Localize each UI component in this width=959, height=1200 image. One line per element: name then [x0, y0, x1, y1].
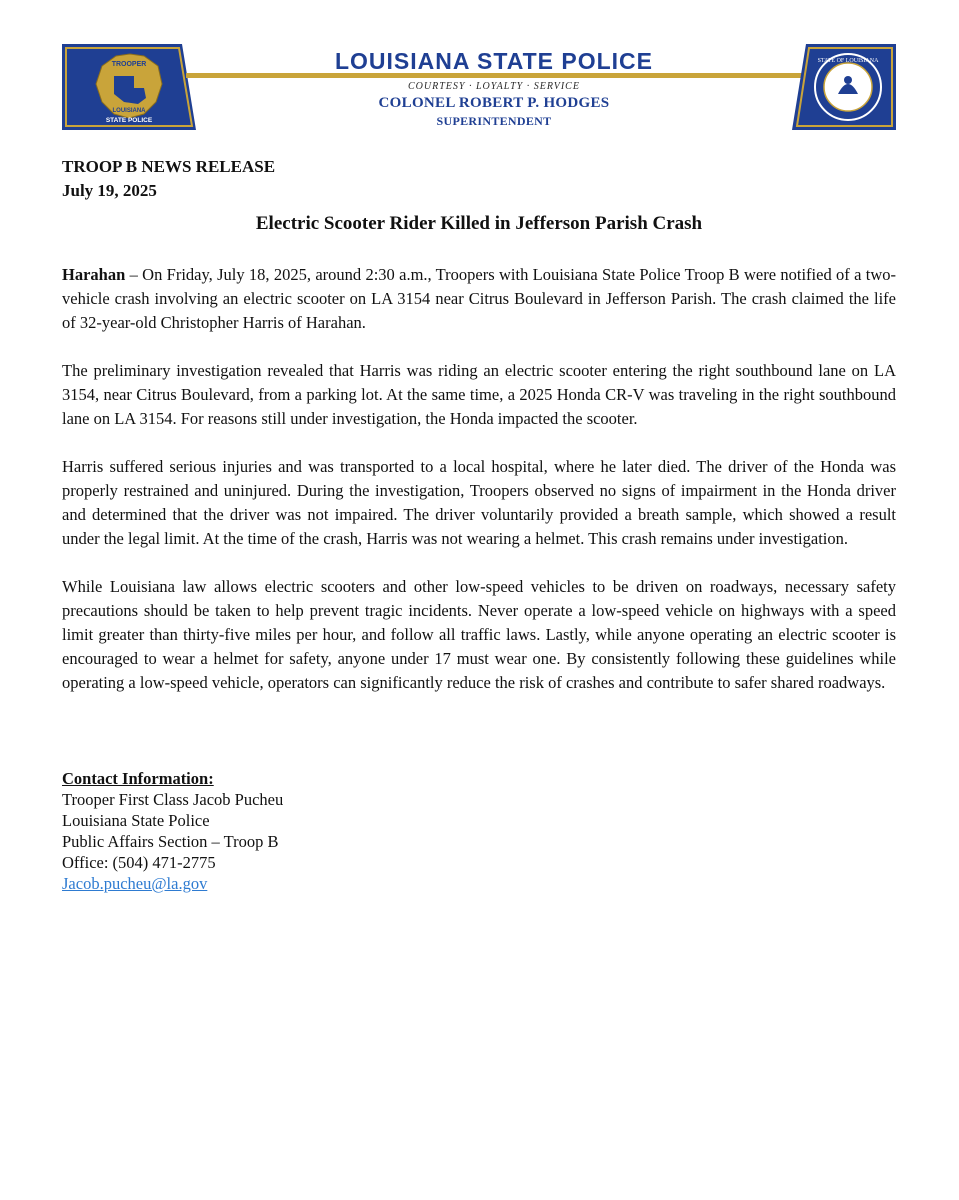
contact-email-link[interactable]: Jacob.pucheu@la.gov: [62, 874, 208, 893]
contact-block: [62, 768, 283, 894]
colonel-name: COLONEL ROBERT P. HODGES: [378, 95, 610, 111]
state-seal-logo: [792, 44, 896, 130]
release-body: [62, 263, 896, 719]
badge-louisiana-text: LOUISIANA: [112, 108, 146, 114]
paragraph-1: [62, 263, 896, 335]
paragraph-1-text: – On Friday, July 18, 2025, around 2:30 a.m., Troopers with Louisiana State Police Troop B were notified of a two-vehicle crash involving an electric scooter on LA 3154 near Citrus Boulevard in Jefferson Parish. The crash claimed the life of 32-year-old Christopher Harris of Harahan.: [62, 265, 896, 332]
trooper-badge-logo: [62, 44, 196, 130]
seal-text: STATE OF LOUISIANA: [817, 58, 879, 64]
badge-state-police-text: STATE POLICE: [105, 117, 153, 124]
agency-motto: COURTESY · LOYALTY · SERVICE: [408, 81, 580, 92]
contact-office: Office: (504) 471-2775: [62, 853, 216, 872]
contact-section: Public Affairs Section – Troop B: [62, 832, 279, 851]
contact-agency: Louisiana State Police: [62, 811, 210, 830]
paragraph-4: While Louisiana law allows electric scooters and other low-speed vehicles to be driven on roadways, necessary safety precautions should be taken to help prevent tragic incidents. Never operate a low-speed vehicle on highways with a speed limit greater than thirty-five miles per hour, and follow all traffic laws. Lastly, while anyone operating an electric scooter is encouraged to wear a helmet for safety, anyone under 17 must wear one. By consistently following these guidelines while operating a low-speed vehicle, operators can significantly reduce the risk of crashes and contribute to safer shared roadways.: [62, 577, 896, 692]
dateline: Harahan: [62, 265, 126, 284]
release-header: [62, 155, 275, 203]
superintendent-title: SUPERINTENDENT: [436, 114, 552, 128]
contact-name: Trooper First Class Jacob Pucheu: [62, 790, 284, 809]
headline: Electric Scooter Rider Killed in Jefferson Parish Crash: [255, 213, 703, 234]
badge-trooper-text: TROOPER: [111, 61, 147, 68]
paragraph-3: Harris suffered serious injuries and was transported to a local hospital, where he later died. The driver of the Honda was properly restrained and uninjured. During the investigation, Troopers observed no signs of impairment in the Honda driver and determined that the driver was not impaired. The driver voluntarily provided a breath sample, which showed a result under the legal limit. At the time of the crash, Harris was not wearing a helmet. This crash remains under investigation.: [62, 457, 896, 548]
agency-title: LOUISIANA STATE POLICE: [334, 48, 654, 74]
letterhead: [62, 44, 896, 132]
paragraph-2: The preliminary investigation revealed that Harris was riding an electric scooter entering the right southbound lane on LA 3154, near Citrus Boulevard, from a parking lot. At the same time, a 2025 Honda CR-V was traveling in the right southbound lane on LA 3154. For reasons still under investigation, the Honda impacted the scooter.: [62, 361, 896, 428]
release-label: TROOP B NEWS RELEASE: [62, 157, 276, 176]
release-date: July 19, 2025: [62, 181, 157, 200]
contact-heading: Contact Information:: [62, 769, 214, 788]
